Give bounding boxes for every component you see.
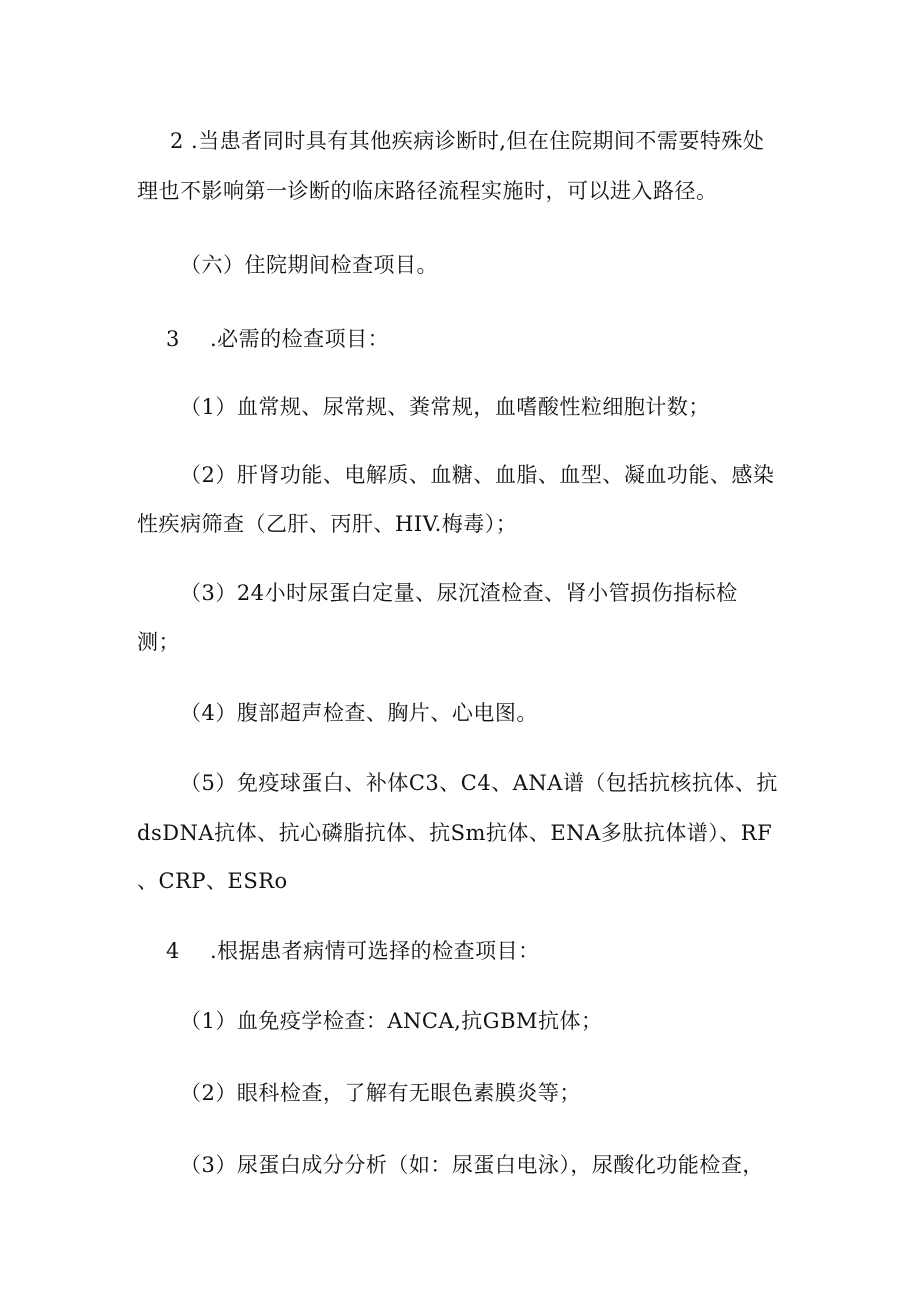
text-line-item-4: [166, 938, 540, 964]
text-line: [137, 511, 517, 537]
text-line: [180, 1008, 603, 1034]
text-line: [180, 1152, 764, 1178]
line-text: 测；: [137, 630, 180, 654]
line-text: （1）血常规、尿常规、粪常规，血嗜酸性粒细胞计数；: [180, 395, 710, 419]
text-line-item-3: [166, 326, 389, 352]
text-line: [180, 462, 774, 488]
line-text: .必需的检查项目：: [210, 327, 390, 351]
line-text: 性疾病筛查（乙肝、丙肝、HIV.梅毒）；: [137, 512, 518, 536]
line-text: （2）肝肾功能、电解质、血糖、血脂、血型、凝血功能、感染: [180, 463, 775, 487]
text-line: [180, 394, 710, 420]
text-line: [137, 868, 288, 894]
text-line: [180, 770, 778, 796]
line-text: 、CRP、ESRo: [137, 869, 288, 893]
line-text: 理也不影响第一诊断的临床路径流程实施时，可以进入路径。: [137, 179, 718, 203]
line-text: （3）24小时尿蛋白定量、尿沉渣检查、肾小管损伤指标检: [180, 581, 738, 605]
line-text: （4）腹部超声检查、胸片、心电图。: [180, 701, 538, 725]
text-line: [137, 820, 772, 846]
line-text: （1）血免疫学检查：ANCA,抗GBM抗体；: [180, 1009, 603, 1033]
line-text: （5）免疫球蛋白、补体C3、C4、ANA谱（包括抗核抗体、抗: [180, 771, 778, 795]
item-number: 2: [170, 129, 184, 153]
text-line: [180, 700, 538, 726]
text-line-item-2: [170, 128, 764, 154]
text-line: [137, 629, 180, 655]
line-text: （3）尿蛋白成分分析（如：尿蛋白电泳），尿酸化功能检查，: [180, 1153, 764, 1177]
text-line: [180, 580, 738, 606]
line-text: .根据患者病情可选择的检查项目：: [210, 939, 540, 963]
text-line: [180, 1080, 581, 1106]
item-number: 4: [166, 939, 180, 963]
line-text: .当患者同时具有其他疾病诊断时,但在住院期间不需要特殊处: [183, 129, 765, 153]
item-number: 3: [166, 327, 180, 351]
text-line: [137, 178, 718, 204]
section-heading: [180, 252, 438, 278]
line-text: （2）眼科检查，了解有无眼色素膜炎等；: [180, 1081, 581, 1105]
line-text: dsDNA抗体、抗心磷脂抗体、抗Sm抗体、ENA多肽抗体谱）、RF: [137, 821, 773, 845]
line-text: （六）住院期间检查项目。: [180, 253, 438, 277]
